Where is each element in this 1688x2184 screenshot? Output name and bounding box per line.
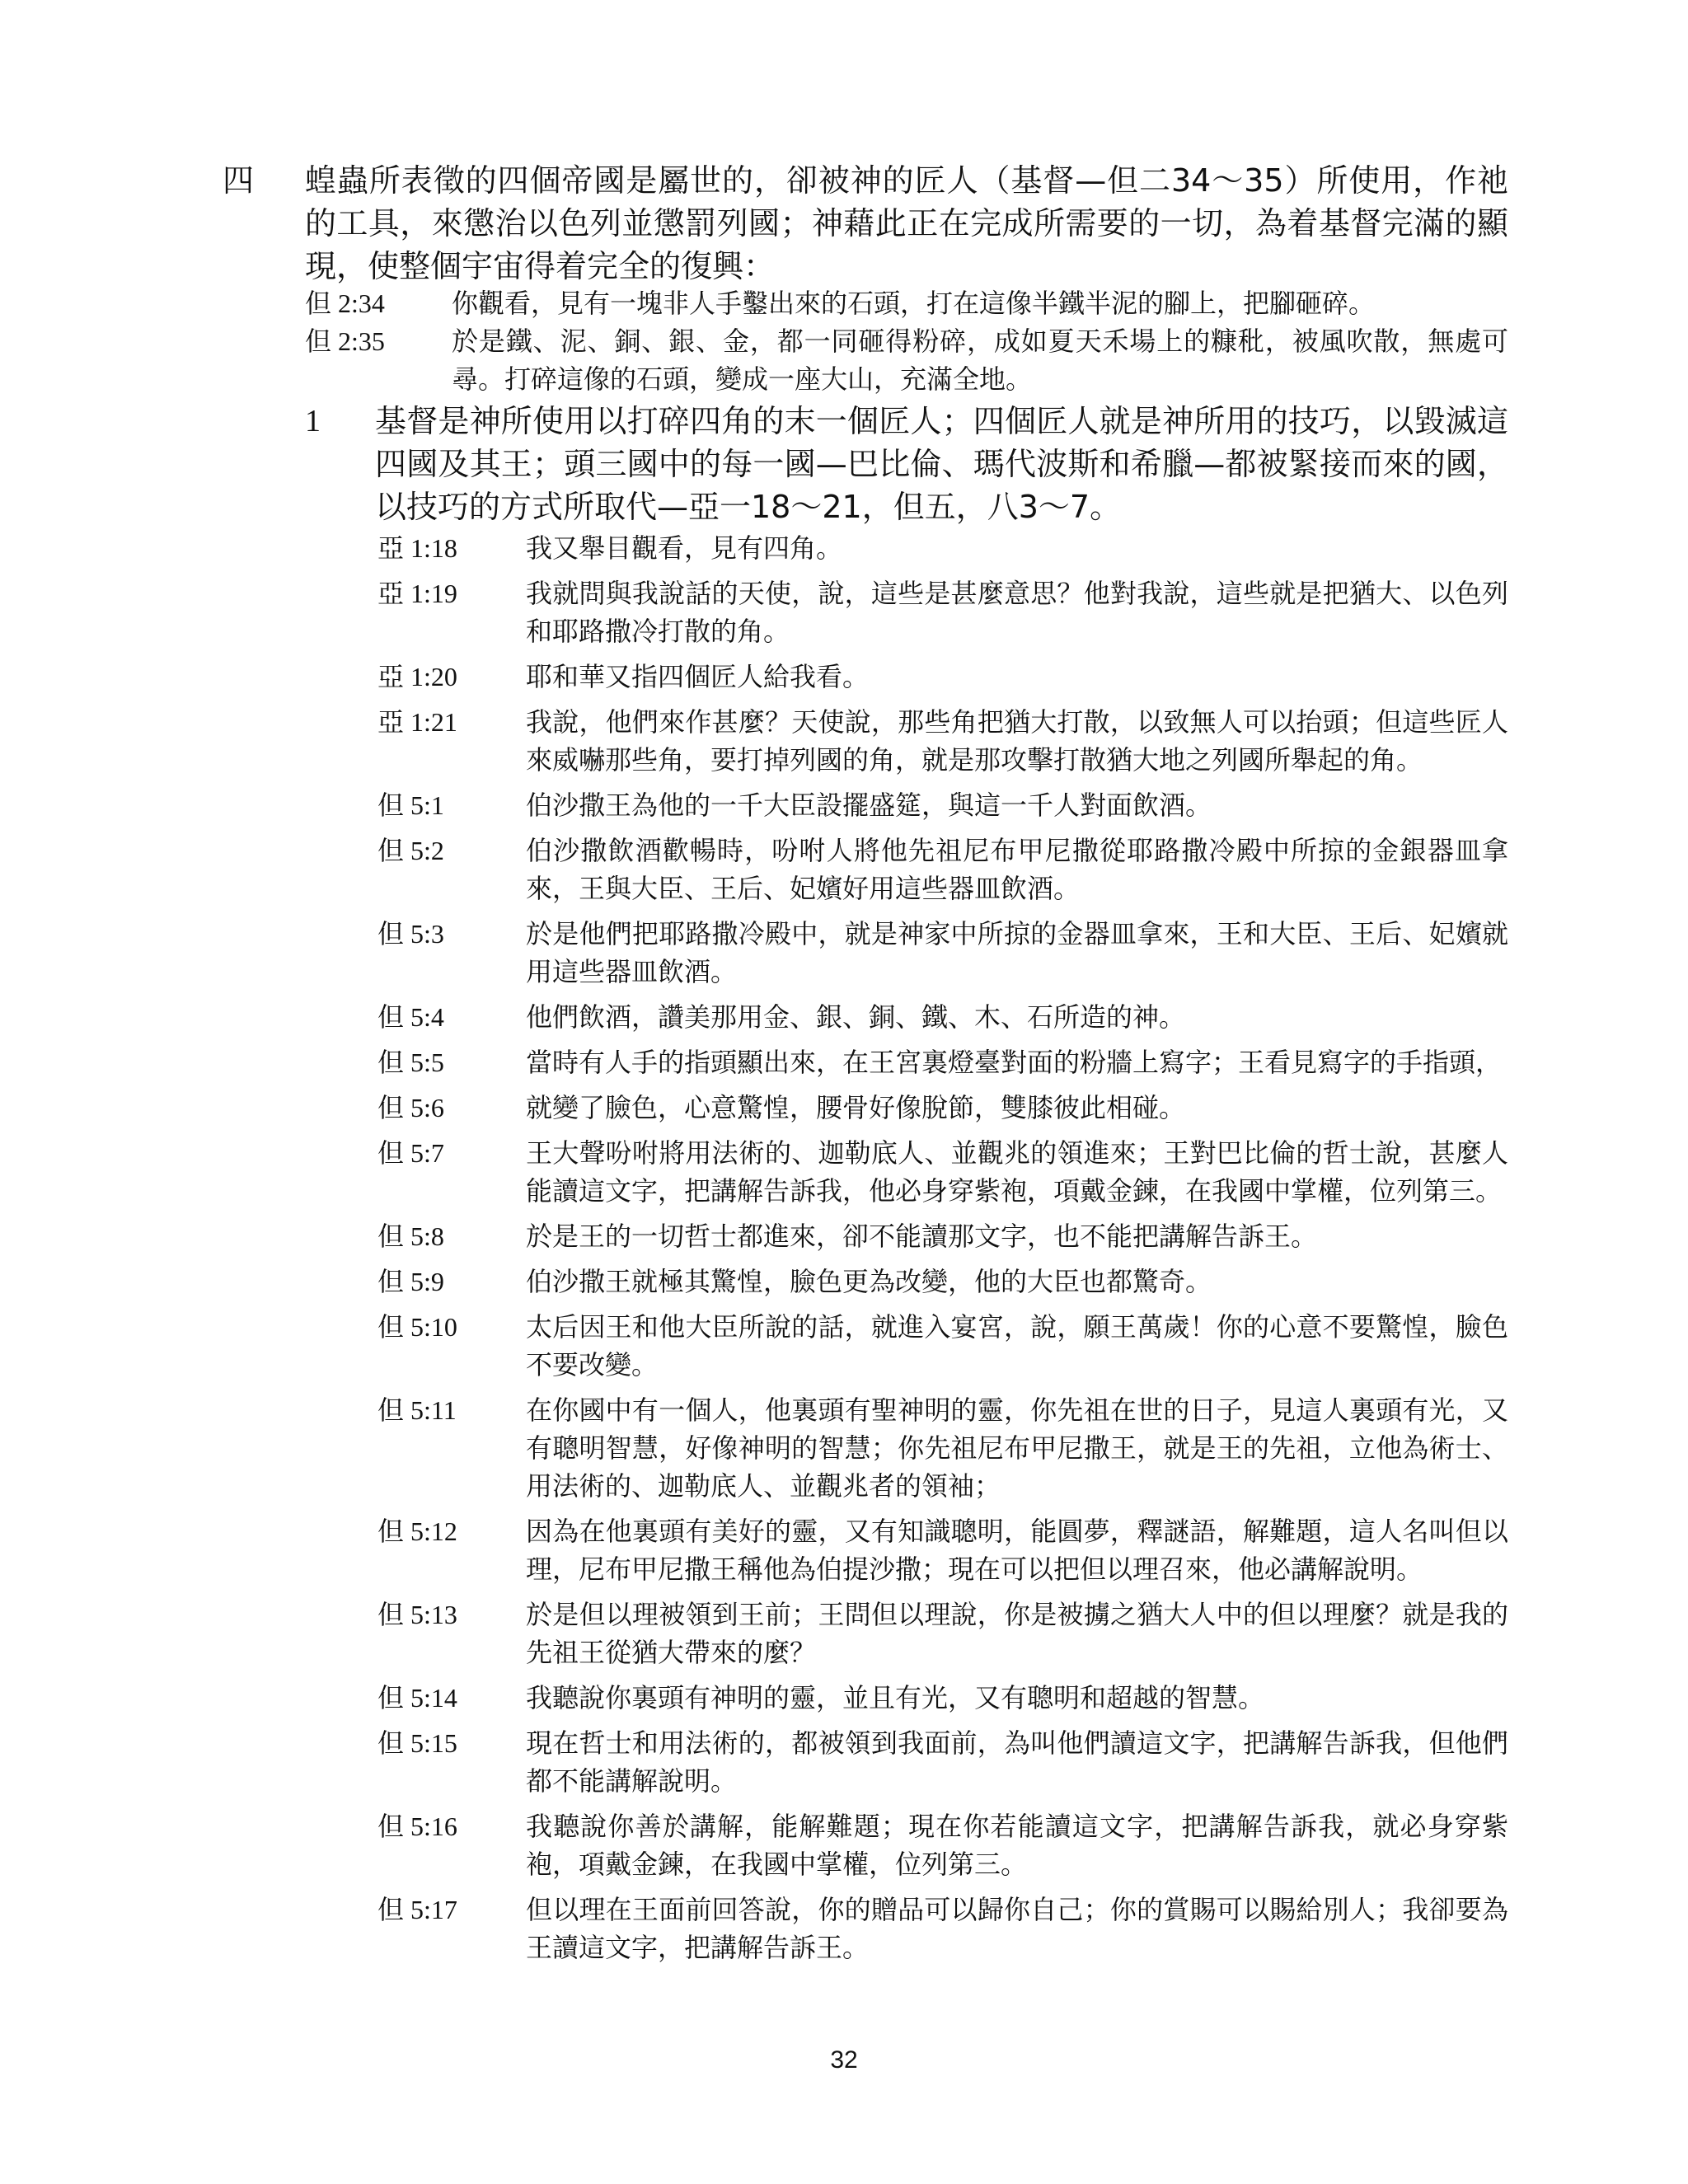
verse-text: 伯沙撒飲酒歡暢時，吩咐人將他先祖尼布甲尼撒從耶路撒冷殿中所掠的金銀器皿拿來，王與大臣、王后、妃嬪好用這些器皿飲酒。 [526, 835, 1508, 904]
verse [377, 1217, 1508, 1255]
verse-text: 伯沙撒王為他的一千大臣設擺盛筵，與這一千人對面飲酒。 [526, 790, 1212, 821]
verse [377, 1891, 1508, 1966]
verse-reference: 但 5:7 [377, 1138, 444, 1168]
verse-text: 我聽說你裏頭有神明的靈，並且有光，又有聰明和超越的智慧。 [526, 1682, 1265, 1713]
verse-text: 伯沙撒王就極其驚惶，臉色更為改變，他的大臣也都驚奇。 [526, 1266, 1212, 1297]
verse-text: 於是但以理被領到王前；王問但以理說，你是被擄之猶大人中的但以理麼？就是我的先祖王從猶大帶來的麼？ [526, 1599, 1508, 1668]
verse [377, 1043, 1508, 1081]
verse [377, 1391, 1508, 1505]
verse-text: 現在哲士和用法術的，都被領到我面前，為叫他們讀這文字，把講解告訴我，但他們都不能講解說明。 [526, 1727, 1508, 1797]
point-number: 四 [223, 162, 255, 199]
verse [377, 574, 1508, 650]
page-number: 32 [830, 2046, 858, 2074]
verse [377, 915, 1508, 991]
verse [377, 1807, 1508, 1883]
verse [377, 1134, 1508, 1210]
verse-reference: 但 5:1 [377, 790, 444, 820]
verse-text: 於是鐵、泥、銅、銀、金，都一同砸得粉碎，成如夏天禾場上的糠秕，被風吹散，無處可尋。打碎這像的石頭，變成一座大山，充滿全地。 [452, 326, 1508, 395]
point-text: 蝗蟲所表徵的四個帝國是屬世的，卻被神的匠人（基督—但二34～35）所使用，作祂的工具，來懲治以色列並懲罰列國；神藉此正在完成所需要的一切，為着基督完滿的顯現，使整個宇宙得着完全的復興： [305, 162, 1508, 284]
verse-text: 王大聲吩咐將用法術的、迦勒底人、並觀兆的領進來；王對巴比倫的哲士說，甚麼人能讀這文字，把講解告訴我，他必身穿紫袍，項戴金鍊，在我國中掌權，位列第三。 [526, 1137, 1508, 1207]
verse-text: 於是他們把耶路撒冷殿中，就是神家中所掠的金器皿拿來，王和大臣、王后、妃嬪就用這些器皿飲酒。 [526, 918, 1508, 987]
verse-text: 耶和華又指四個匠人給我看。 [526, 661, 870, 692]
verse [377, 703, 1508, 779]
verse-reference: 但 5:5 [377, 1047, 444, 1077]
verse [377, 1512, 1508, 1588]
verse-reference: 但 5:15 [377, 1728, 457, 1758]
verse-text: 當時有人手的指頭顯出來，在王宮裏燈臺對面的粉牆上寫字；王看見寫字的手指頭， [526, 1047, 1503, 1078]
verse-reference: 但 5:11 [377, 1395, 457, 1425]
verse-text: 太后因王和他大臣所說的話，就進入宴宮，說，願王萬歲！你的心意不要驚惶，臉色不要改變。 [526, 1311, 1508, 1380]
verse-text: 他們飲酒，讚美那用金、銀、銅、鐵、木、石所造的神。 [526, 1001, 1186, 1033]
verse [377, 1724, 1508, 1800]
verse-reference: 但 2:35 [305, 326, 385, 356]
sub-point [305, 400, 1508, 528]
verse-reference: 但 5:8 [377, 1221, 444, 1251]
verse-reference: 但 5:12 [377, 1516, 457, 1546]
verse [377, 1308, 1508, 1384]
verse [377, 832, 1508, 907]
verse [377, 998, 1508, 1036]
scripture-block-a [305, 284, 1508, 398]
verse-text: 我就問與我說話的天使，說，這些是甚麼意思？他對我說，這些就是把猶大、以色列和耶路撒冷打散的角。 [526, 578, 1508, 647]
verse [377, 1596, 1508, 1671]
verse-text: 但以理在王面前回答說，你的贈品可以歸你自己；你的賞賜可以賜給別人；我卻要為王讀這文字，把講解告訴王。 [526, 1894, 1508, 1963]
sub-point-text: 基督是神所使用以打碎四角的末一個匠人；四個匠人就是神所用的技巧，以毀滅這四國及其王；頭三國中的每一國—巴比倫、瑪代波斯和希臘—都被緊接而來的國，以技巧的方式所取代—亞一18～21，但五，八3～7。 [375, 403, 1508, 525]
verse [305, 322, 1508, 398]
verse-reference: 但 5:3 [377, 919, 444, 949]
verse-reference: 但 5:13 [377, 1600, 457, 1629]
verse-reference: 但 5:9 [377, 1267, 444, 1296]
verse [305, 284, 1508, 322]
verse-text: 於是王的一切哲士都進來，卻不能讀那文字，也不能把講解告訴王。 [526, 1221, 1318, 1252]
verse-reference: 亞 1:19 [377, 579, 457, 608]
verse-text: 在你國中有一個人，他裏頭有聖神明的靈，你先祖在世的日子，見這人裏頭有光，又有聰明智慧，好像神明的智慧；你先祖尼布甲尼撒王，就是王的先祖，立他為術士、用法術的、迦勒底人、並觀兆者的領袖； [526, 1394, 1508, 1502]
verse [377, 1089, 1508, 1127]
verse [377, 529, 1508, 567]
verse-reference: 但 2:34 [305, 288, 385, 318]
verse-reference: 但 5:17 [377, 1895, 457, 1924]
verse-reference: 但 5:2 [377, 836, 444, 865]
verse-reference: 亞 1:20 [377, 662, 457, 691]
verse-reference: 但 5:4 [377, 1002, 444, 1032]
scripture-block-b [377, 529, 1508, 1974]
verse [377, 1679, 1508, 1717]
verse-reference: 但 5:10 [377, 1312, 457, 1342]
verse-text: 我聽說你善於講解，能解難題；現在你若能讀這文字，把講解告訴我，就必身穿紫袍，項戴金鍊，在我國中掌權，位列第三。 [526, 1811, 1508, 1880]
verse [377, 658, 1508, 696]
verse-reference: 但 5:14 [377, 1683, 457, 1713]
verse-text: 就變了臉色，心意驚惶，腰骨好像脫節，雙膝彼此相碰。 [526, 1092, 1186, 1123]
verse-text: 我說，他們來作甚麼？天使說，那些角把猶大打散，以致無人可以抬頭；但這些匠人來威嚇那些角，要打掉列國的角，就是那攻擊打散猶大地之列國所舉起的角。 [526, 706, 1508, 776]
main-point [223, 159, 1508, 288]
verse-reference: 亞 1:18 [377, 533, 457, 563]
verse-text: 你觀看，見有一塊非人手鑿出來的石頭，打在這像半鐵半泥的腳上，把腳砸碎。 [452, 288, 1376, 319]
verse-text: 我又舉目觀看，見有四角。 [526, 532, 843, 564]
verse [377, 786, 1508, 824]
verse-reference: 亞 1:21 [377, 707, 457, 737]
verse [377, 1263, 1508, 1301]
verse-reference: 但 5:6 [377, 1093, 444, 1122]
verse-reference: 但 5:16 [377, 1811, 457, 1841]
sub-point-number: 1 [305, 404, 321, 438]
verse-text: 因為在他裏頭有美好的靈，又有知識聰明，能圓夢，釋謎語，解難題，這人名叫但以理，尼布甲尼撒王稱他為伯提沙撒；現在可以把但以理召來，他必講解說明。 [526, 1516, 1508, 1585]
